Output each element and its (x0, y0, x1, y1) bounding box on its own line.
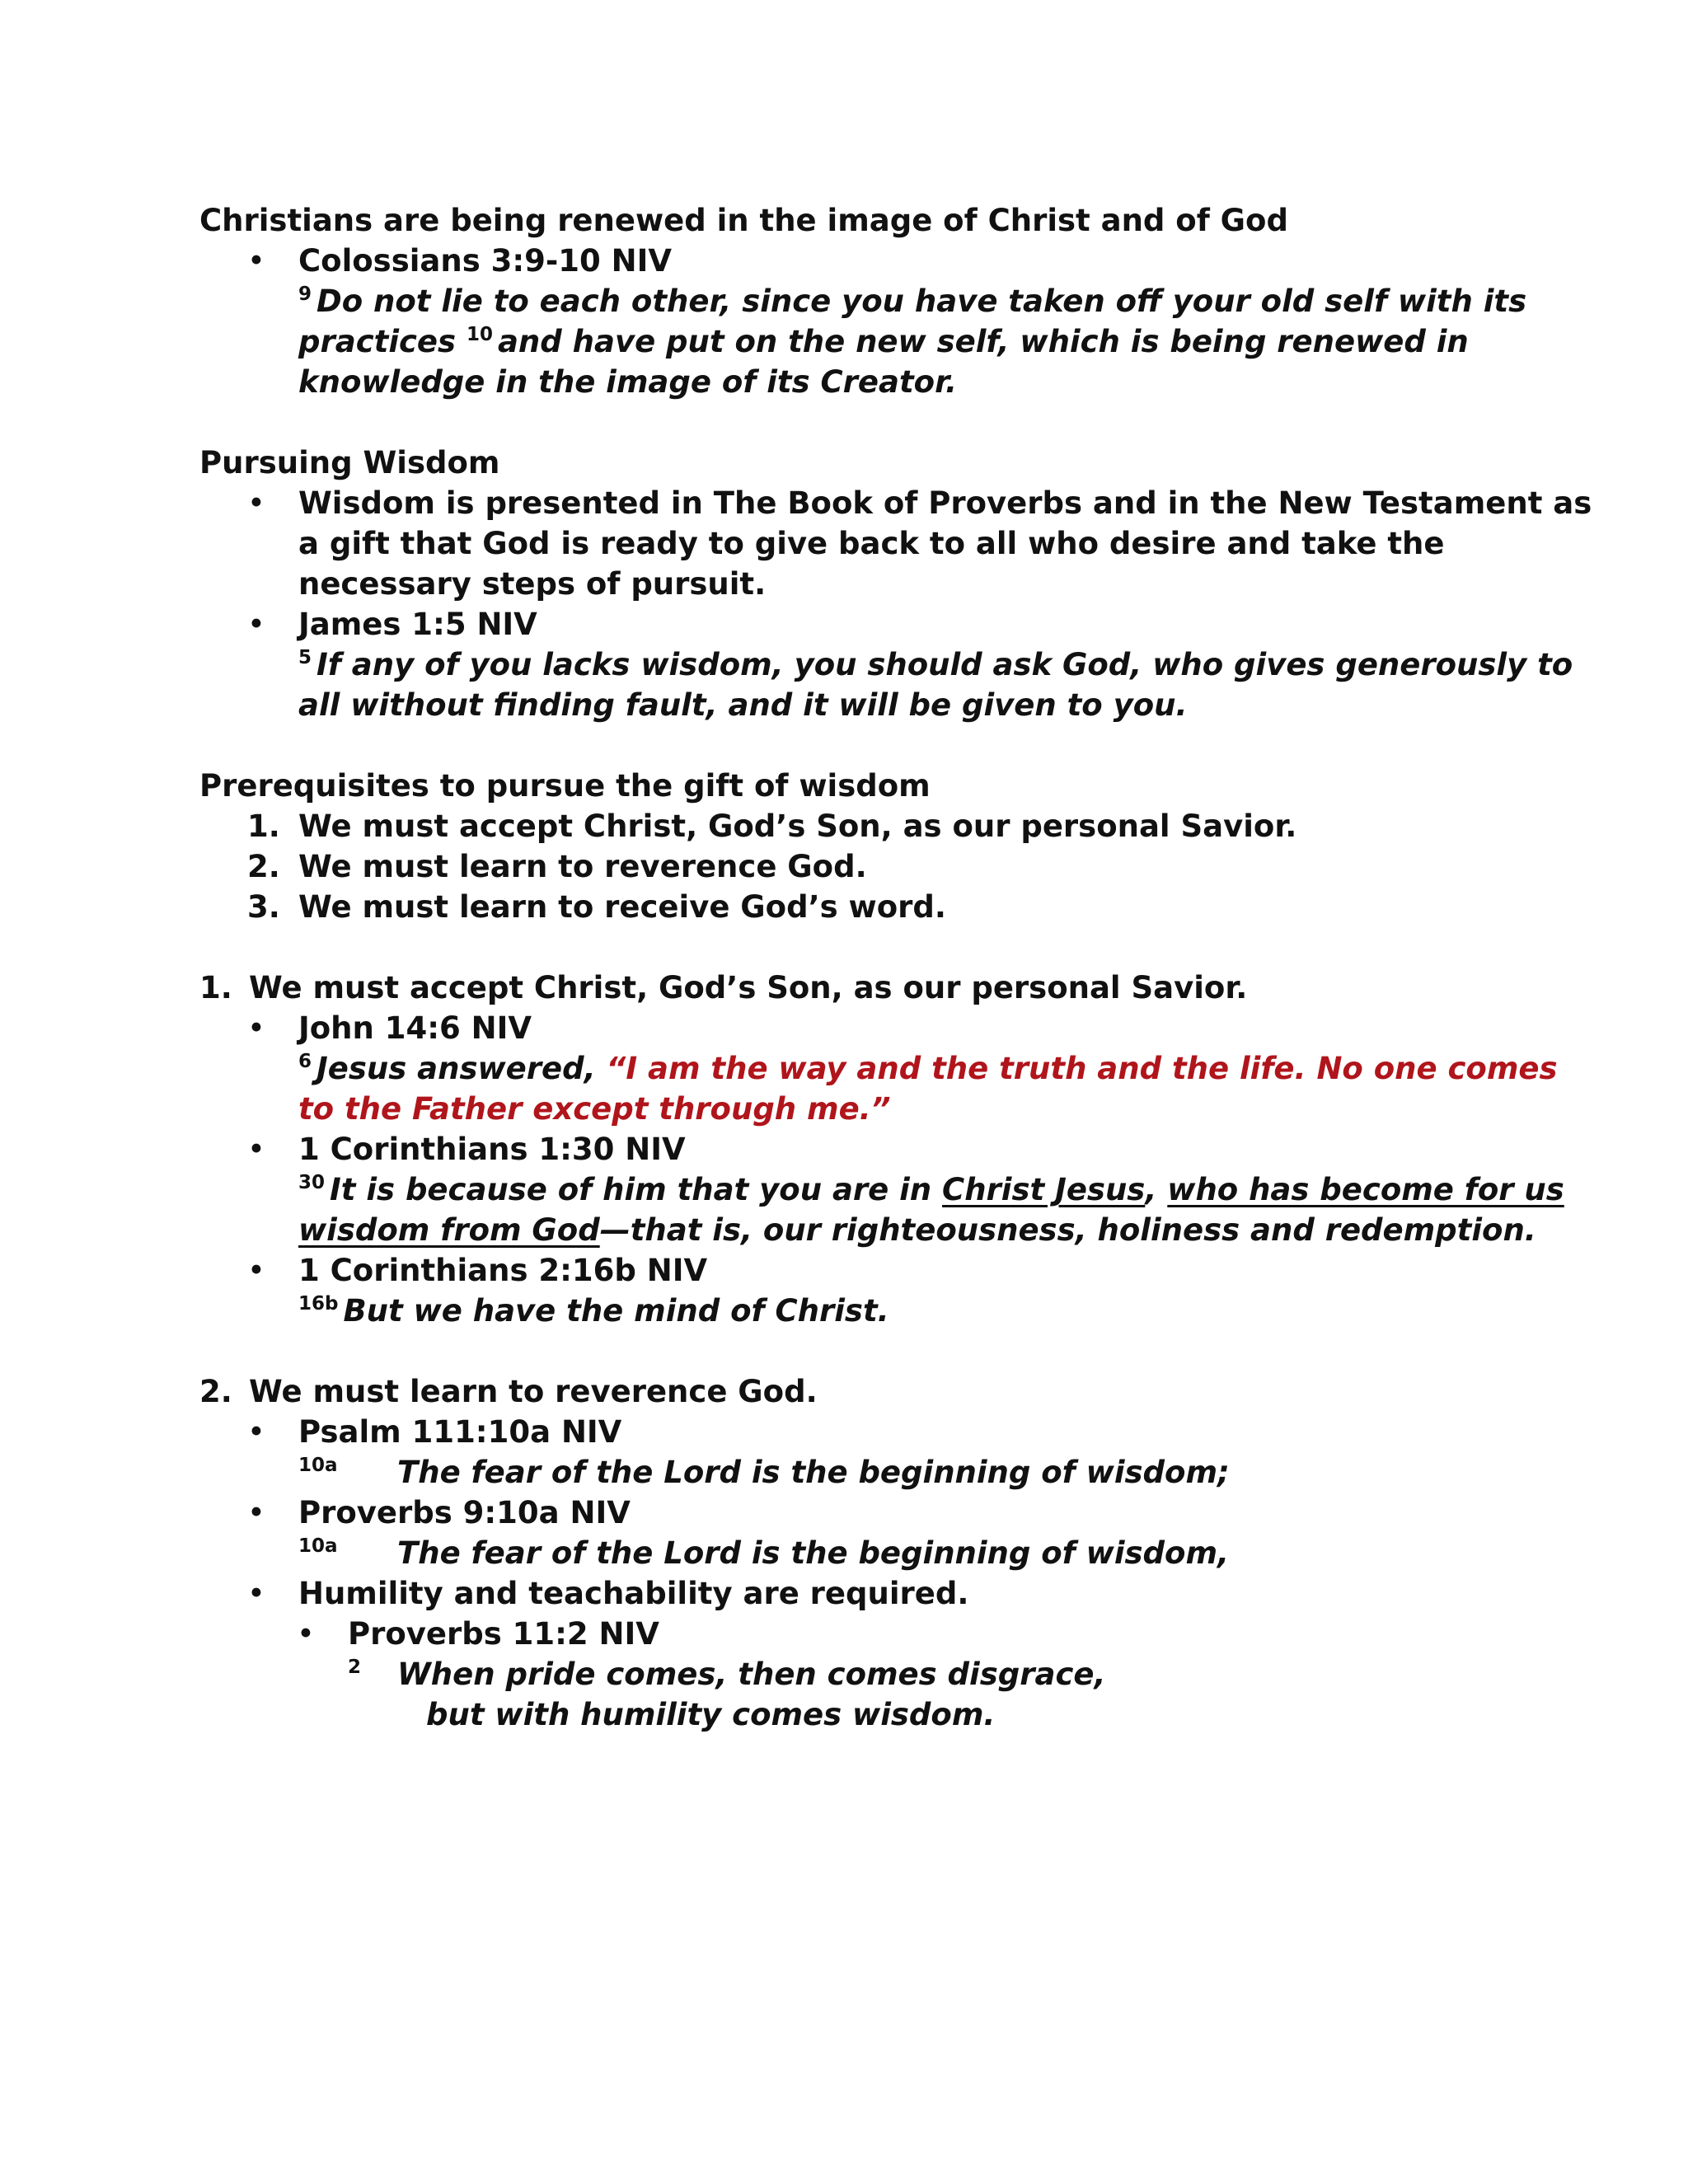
prereq-item-2: We must learn to reverence God. (298, 849, 867, 884)
verse-text: practices (298, 324, 457, 359)
wisdom-point-line1: Wisdom is presented in The Book of Proverbs and in the New Testament as (298, 485, 1592, 521)
verse-number: 2 (348, 1657, 362, 1678)
section-heading-reverence: We must learn to reverence God. (249, 1374, 818, 1409)
scripture-ref-james: James 1:5 NIV (298, 607, 537, 642)
verse-james-5 (298, 644, 1573, 685)
prereq-item-3: We must learn to receive God’s word. (298, 889, 946, 925)
list-number: 3. (247, 889, 280, 925)
bullet-icon: • (247, 1414, 265, 1450)
list-number: 1. (247, 808, 280, 844)
wisdom-point-line3: necessary steps of pursuit. (298, 566, 767, 602)
verse-text: Jesus answered, (316, 1051, 596, 1086)
bullet-icon: • (247, 1576, 265, 1611)
verse-james-5-cont: all without finding fault, and it will be given to you. (298, 687, 1188, 723)
wisdom-point-line2: a gift that God is ready to give back to all who desire and take the (298, 526, 1445, 561)
scripture-ref-psalm: Psalm 111:10a NIV (298, 1414, 622, 1450)
verse-text: The fear of the Lord is the beginning of wisdom, (397, 1535, 1230, 1571)
scripture-ref-john: John 14:6 NIV (298, 1010, 532, 1046)
words-of-jesus: “I am the way and the truth and the life. No one comes (606, 1051, 1558, 1086)
scripture-ref-colossians: Colossians 3:9-10 NIV (298, 243, 672, 279)
verse-1cor-1-30-cont (298, 1210, 1536, 1250)
scripture-ref-proverbs-9: Proverbs 9:10a NIV (298, 1495, 631, 1530)
verse-number: 5 (298, 647, 312, 668)
verse-john-6 (298, 1048, 1558, 1089)
prereq-item-1: We must accept Christ, God’s Son, as our personal Savior. (298, 808, 1297, 844)
bullet-icon: • (247, 1495, 265, 1530)
scripture-ref-1cor-2-16: 1 Corinthians 2:16b NIV (298, 1253, 708, 1288)
verse-colossians-10 (298, 321, 1469, 362)
humility-point: Humility and teachability are required. (298, 1576, 969, 1611)
verse-proverbs-11-2-cont: but with humility comes wisdom. (426, 1697, 996, 1732)
verse-text: If any of you lacks wisdom, you should ask God, who gives generously to (316, 647, 1573, 682)
verse-number: 30 (298, 1172, 326, 1193)
bullet-icon: • (247, 1010, 265, 1046)
list-number: 2. (199, 1374, 232, 1409)
underlined-phrase: Christ Jesus (942, 1172, 1146, 1207)
verse-text: —that is, our righteousness, holiness and redemption. (599, 1212, 1536, 1248)
verse-number: 6 (298, 1051, 312, 1072)
bullet-icon: • (247, 243, 265, 279)
verse-colossians-9 (298, 281, 1526, 321)
verse-text: , (1145, 1172, 1157, 1207)
bullet-icon: • (297, 1616, 315, 1652)
verse-text: The fear of the Lord is the beginning of wisdom; (397, 1455, 1230, 1490)
bullet-icon: • (247, 1253, 265, 1288)
verse-text: When pride comes, then comes disgrace, (397, 1657, 1106, 1692)
underlined-phrase: wisdom from God (298, 1212, 600, 1248)
verse-number: 16b (298, 1293, 339, 1315)
list-number: 1. (199, 970, 232, 1005)
section-heading-wisdom: Pursuing Wisdom (199, 445, 500, 480)
verse-text: It is because of him that you are in (330, 1172, 932, 1207)
scripture-ref-proverbs-11: Proverbs 11:2 NIV (348, 1616, 659, 1652)
list-number: 2. (247, 849, 280, 884)
verse-number: 9 (298, 284, 312, 305)
verse-number: 10a (298, 1535, 338, 1557)
verse-1cor-2-16 (298, 1291, 889, 1331)
bullet-icon: • (247, 607, 265, 642)
verse-1cor-1-30 (298, 1169, 1564, 1210)
verse-colossians-10-cont: knowledge in the image of its Creator. (298, 364, 958, 400)
section-heading-accept: We must accept Christ, God’s Son, as our personal Savior. (249, 970, 1248, 1005)
verse-text: and have put on the new self, which is being renewed in (497, 324, 1469, 359)
section-heading-renewed: Christians are being renewed in the image of Christ and of God (199, 203, 1288, 238)
verse-number: 10 (466, 324, 493, 345)
section-heading-prereq: Prerequisites to pursue the gift of wisdom (199, 768, 931, 804)
words-of-jesus-cont: to the Father except through me.” (298, 1091, 891, 1127)
scripture-ref-1cor-1-30: 1 Corinthians 1:30 NIV (298, 1132, 686, 1167)
bullet-icon: • (247, 1132, 265, 1167)
underlined-phrase: who has become for us (1167, 1172, 1564, 1207)
bullet-icon: • (247, 485, 265, 521)
verse-text: But we have the mind of Christ. (343, 1293, 889, 1329)
verse-text: Do not lie to each other, since you have taken off your old self with its (316, 284, 1527, 319)
verse-number: 10a (298, 1455, 338, 1476)
